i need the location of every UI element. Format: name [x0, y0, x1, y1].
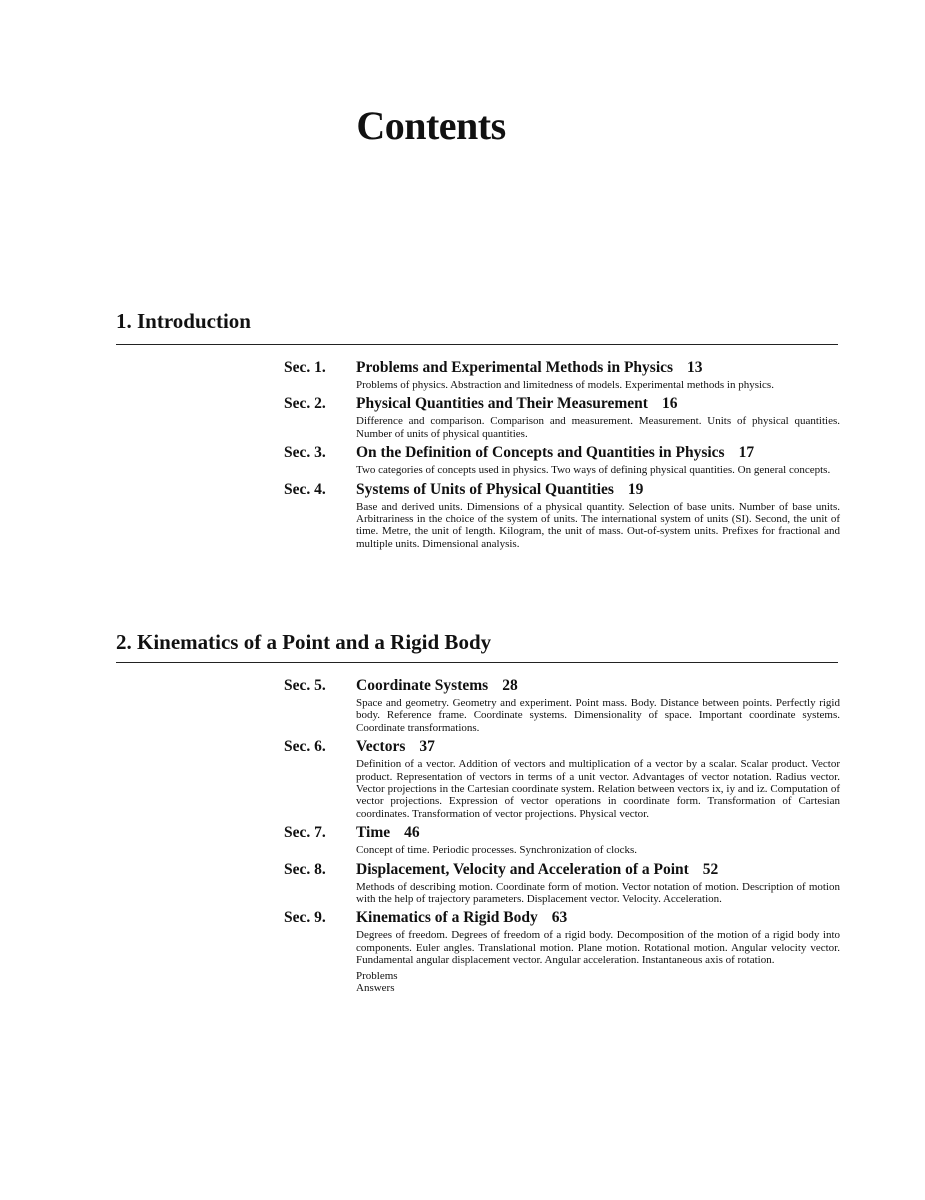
section-title: Vectors — [356, 738, 406, 756]
toc-entry[interactable] — [284, 358, 840, 391]
chapter-heading — [116, 309, 838, 333]
section-page: 28 — [502, 677, 518, 694]
section-page: 37 — [419, 738, 435, 756]
section-page: 46 — [404, 824, 420, 842]
section-description: Space and geometry. Geometry and experiment. Point mass. Body. Distance between points. Perfectly rigid body. Reference frame. Coordinate systems. Dimensionality of space. Important coordinate systems. Coordinate transformations. — [356, 697, 840, 734]
section-description: Degrees of freedom. Degrees of freedom of a rigid body. Decomposition of the motion of a rigid body into components. Euler angles. Translational motion. Plane motion. Rotational motion. Angular velocity vector. Fundamental angular displacement vector. Angular acceleration. Instantaneous axis of rotation. — [356, 929, 840, 967]
chapter-title: 2. Kinematics of a Point and a Rigid Body — [116, 630, 492, 654]
section-description: Difference and comparison. Comparison and measurement. Measurement. Units of physical quantities. Number of units of physical quantities. — [356, 415, 840, 440]
section-page: 63 — [551, 909, 568, 927]
toc-entry-head — [284, 480, 840, 500]
section-title: Physical Quantities and Their Measurement — [356, 395, 648, 413]
section-page: 17 — [738, 444, 755, 462]
section-description: Base and derived units. Dimensions of a physical quantity. Selection of base units. Number of base units. Arbitrariness in the choice of the system of units. The international system of units (SI). Second, the unit of time. Metre, the unit of length. Kilogram, the unit of mass. Out-of-system units. Prefixes for fractional and multiple units. Dimensional analysis. — [356, 500, 840, 550]
section-number: Sec. 8. — [284, 860, 326, 878]
toc-entry-head — [284, 908, 840, 928]
section-page: 16 — [661, 395, 678, 413]
section-page: 52 — [702, 860, 719, 878]
chapter-rule — [116, 662, 838, 663]
section-title: Problems and Experimental Methods in Physics — [356, 359, 674, 376]
toc-tail-problems[interactable]: Problems — [356, 969, 398, 982]
toc-entry[interactable] — [284, 394, 840, 440]
section-number: Sec. 4. — [284, 480, 326, 498]
page-title: Contents — [356, 103, 506, 148]
toc-entry-head — [284, 358, 840, 378]
section-title: Displacement, Velocity and Acceleration of a Point — [356, 860, 689, 878]
toc-tail-answers[interactable]: Answers — [356, 982, 395, 995]
chapter-sections — [284, 676, 840, 995]
section-number: Sec. 1. — [284, 359, 326, 376]
toc-entry-head — [284, 676, 840, 696]
section-description: Two categories of concepts used in physics. Two ways of defining physical quantities. On general concepts. — [356, 464, 831, 477]
chapter-heading — [116, 630, 838, 654]
toc-entry[interactable] — [284, 737, 840, 820]
section-number: Sec. 6. — [284, 738, 326, 756]
toc-entry[interactable] — [284, 443, 840, 476]
section-description: Problems of physics. Abstraction and limitedness of models. Experimental methods in physics. — [356, 379, 774, 391]
section-title: Systems of Units of Physical Quantities — [356, 480, 614, 498]
toc-entry-head — [284, 860, 840, 880]
section-title: On the Definition of Concepts and Quantities in Physics — [356, 444, 725, 462]
chapter-title: 1. Introduction — [116, 309, 251, 333]
chapter-rule — [116, 344, 838, 345]
toc-entry-head — [284, 443, 840, 463]
section-number: Sec. 7. — [284, 824, 326, 842]
section-page: 19 — [627, 480, 644, 498]
toc-entry[interactable] — [284, 823, 840, 856]
section-number: Sec. 5. — [284, 677, 326, 694]
section-title: Time — [356, 824, 391, 842]
toc-entry-head — [284, 823, 840, 843]
section-number: Sec. 2. — [284, 395, 326, 413]
section-title: Coordinate Systems — [356, 677, 489, 694]
section-description: Concept of time. Periodic processes. Synchronization of clocks. — [356, 844, 638, 857]
toc-entry[interactable] — [284, 676, 840, 734]
section-description: Definition of a vector. Addition of vectors and multiplication of a vector by a scalar. Scalar product. Vector product. Representation of vectors in terms of a unit vector. Advantages of vector notation. Radius vector. Vector projections in the Cartesian coordinate system. Relation between vectors ix, iy and iz. Computation of vector projections. Expression of vector operations in coordinate form. Transformation of Cartesian coordinates. Transformation of vector projections. Physical vector. — [356, 758, 840, 820]
section-number: Sec. 3. — [284, 444, 326, 462]
section-page: 13 — [687, 359, 703, 376]
toc-entry[interactable] — [284, 480, 840, 551]
section-title: Kinematics of a Rigid Body — [356, 909, 538, 927]
section-number: Sec. 9. — [284, 909, 326, 927]
toc-entry-head — [284, 737, 840, 757]
section-description: Methods of describing motion. Coordinate form of motion. Vector notation of motion. Description of motion with the help of trajectory parameters. Displacement vector. Velocity. Acceleration. — [356, 880, 840, 906]
toc-entry[interactable] — [284, 908, 840, 966]
chapter-sections — [284, 358, 840, 553]
toc-entry[interactable] — [284, 860, 840, 906]
toc-entry-head — [284, 394, 840, 414]
